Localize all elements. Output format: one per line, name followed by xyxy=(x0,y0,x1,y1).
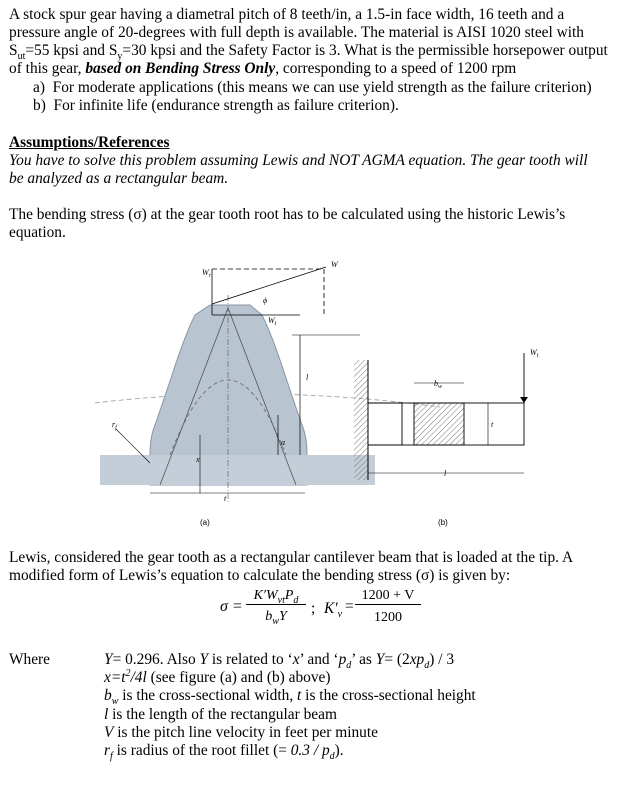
w-label: W xyxy=(331,260,338,269)
where-line-1: Y= 0.296. Also Y is related to ‘x’ and ‘$p_d$’ as $Y= (2xp_d) / 3$ xyxy=(104,651,455,672)
where-line-2: $x=t^2/4l$ (see figure (a) and (b) above) xyxy=(104,667,331,686)
eq-kv-denominator: 1200 xyxy=(374,610,402,625)
where-label: Where xyxy=(9,651,51,668)
wr-label: $W_r$ xyxy=(202,268,212,279)
figure-a-caption: (a) xyxy=(200,518,210,527)
beam-cross-section xyxy=(414,403,464,445)
figure-b-caption: (b) xyxy=(438,518,448,527)
phi-label: ϕ xyxy=(263,296,268,305)
figure-b xyxy=(354,348,539,527)
eq-sigma: σ = xyxy=(220,598,243,615)
eq-numerator: $K'W_{vt}P_d$ xyxy=(246,588,306,605)
eq-semicolon: ; xyxy=(311,600,316,617)
problem-line-4: of this gear, based on Bending Stress Only, corresponding to a speed of 1200 rpm xyxy=(9,60,517,77)
t-b-label: t xyxy=(491,420,494,429)
assumptions-heading: Assumptions/References xyxy=(9,134,170,151)
problem-line-3: $S_{ut}=55$ kpsi and $S_y=30$ kpsi and the Safety Factor is 3. What is the permissible horsepower output xyxy=(9,42,608,63)
problem-line-2: pressure angle of 20-degrees with full depth is available. The material is AISI 1020 steel with xyxy=(9,24,584,41)
load-arrowhead xyxy=(520,397,528,403)
where-line-6: $r_f$ is radius of the root fillet (= $0.3 / p_d$). xyxy=(104,742,344,763)
rf-label: $r_f$ xyxy=(112,420,117,431)
gear-base xyxy=(100,455,375,485)
wt-label: $W_t$ xyxy=(268,316,277,327)
where-line-4: l is the length of the rectangular beam xyxy=(104,706,337,723)
eq-denominator: $b_wY$ xyxy=(265,609,287,627)
problem-item-b: b) For infinite life (endurance strength as failure criterion). xyxy=(33,97,399,114)
assumptions-line-1: You have to solve this problem assuming Lewis and NOT AGMA equation. The gear tooth will xyxy=(9,152,588,169)
problem-line-1: A stock spur gear having a diametral pitch of 8 teeth/in, a 1.5-in face width, 16 teeth and a xyxy=(9,6,565,23)
load-line xyxy=(212,267,326,304)
figure-a xyxy=(95,260,443,527)
eq-kv: $K'_v$ xyxy=(324,600,343,621)
l-b-label: l xyxy=(444,469,447,478)
bending-line-1: The bending stress (σ) at the gear tooth root has to be calculated using the historic Lewis’s xyxy=(9,206,566,223)
a-label: a xyxy=(281,438,285,447)
lewis-line-1: Lewis, considered the gear tooth as a rectangular cantilever beam that is loaded at the tip. A xyxy=(9,549,574,566)
lewis-line-2: modified form of Lewis’s equation to calculate the bending stress (σ) is given by: xyxy=(9,567,511,584)
wt-b-label: $W_t$ xyxy=(530,348,539,359)
x-label: x xyxy=(196,455,200,464)
assumptions-line-2: be analyzed as a rectangular beam. xyxy=(9,170,229,187)
wall-hatch xyxy=(354,360,368,480)
l-label: l xyxy=(306,373,309,382)
bw-label: $b_w$ xyxy=(434,379,443,390)
bending-line-2: equation. xyxy=(9,224,66,241)
where-line-5: V is the pitch line velocity in feet per minute xyxy=(104,724,378,741)
gear-tooth-figure xyxy=(0,255,636,535)
problem-item-a: a) For moderate applications (this means we can use yield strength as the failure criterion) xyxy=(33,79,592,96)
eq-kv-numerator: 1200 + V xyxy=(355,588,421,605)
t-label: t xyxy=(224,494,227,503)
where-line-3: $b_w$ is the cross-sectional width, t is the cross-sectional height xyxy=(104,687,476,708)
eq-equals: = xyxy=(345,598,354,615)
